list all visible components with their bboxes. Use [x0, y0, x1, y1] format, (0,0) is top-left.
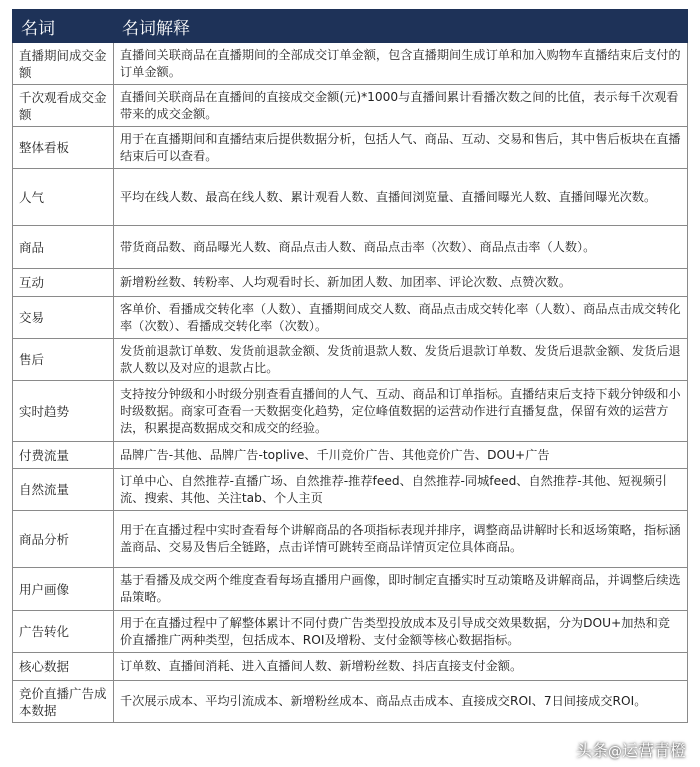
watermark-at: @ — [607, 744, 622, 760]
definition-cell: 发货前退款订单数、发货前退款金额、发货前退款人数、发货后退款订单数、发货后退款金额、发货后退款人数以及对应的退款占比。 — [114, 339, 688, 381]
table-row — [13, 381, 688, 442]
table-row — [13, 269, 688, 297]
term-cell: 售后 — [13, 339, 114, 381]
term-cell: 直播期间成交金额 — [13, 43, 114, 85]
definition-cell: 直播间关联商品在直播间的直接成交金额(元)*1000与直播间累计看播次数之间的比值，表示每千次观看带来的成交金额。 — [114, 85, 688, 127]
table-row — [13, 339, 688, 381]
definition-cell: 新增粉丝数、转粉率、人均观看时长、新加团人数、加团率、评论次数、点赞次数。 — [114, 269, 688, 297]
term-cell: 付费流量 — [13, 442, 114, 469]
term-cell: 人气 — [13, 169, 114, 226]
table-row — [13, 442, 688, 469]
term-cell: 互动 — [13, 269, 114, 297]
table-row — [13, 226, 688, 269]
table-header-row — [13, 10, 688, 43]
header-term: 名词 — [13, 10, 114, 43]
definition-cell: 支持按分钟级和小时级分别查看直播间的人气、互动、商品和订单指标。直播结束后支持下载分钟级和小时级数据。商家可查看一天数据变化趋势，定位峰值数据的运营动作进行直播复盘，保留有效的运营方法，积累提高数据成交和成交的经验。 — [114, 381, 688, 442]
definition-cell: 基于看播及成交两个维度查看每场直播用户画像，即时制定直播实时互动策略及讲解商品，并调整后续选品策略。 — [114, 568, 688, 611]
term-cell: 广告转化 — [13, 611, 114, 653]
term-cell: 实时趋势 — [13, 381, 114, 442]
term-cell: 自然流量 — [13, 469, 114, 511]
table-row — [13, 611, 688, 653]
watermark-prefix: 头条 — [575, 741, 608, 760]
watermark — [576, 738, 686, 761]
definition-cell: 订单中心、自然推荐-直播广场、自然推荐-推荐feed、自然推荐-同城feed、自然推荐-其他、短视频引流、搜索、其他、关注tab、个人主页 — [114, 469, 688, 511]
term-cell: 交易 — [13, 297, 114, 339]
definition-cell: 订单数、直播间消耗、进入直播间人数、新增粉丝数、抖店直接支付金额。 — [114, 653, 688, 681]
header-definition: 名词解释 — [114, 10, 688, 43]
definition-cell: 平均在线人数、最高在线人数、累计观看人数、直播间浏览量、直播间曝光人数、直播间曝光次数。 — [114, 169, 688, 226]
table-row — [13, 85, 688, 127]
definition-cell: 带货商品数、商品曝光人数、商品点击人数、商品点击率（次数）、商品点击率（人数）。 — [114, 226, 688, 269]
table-row — [13, 297, 688, 339]
term-cell: 用户画像 — [13, 568, 114, 611]
table-row — [13, 469, 688, 511]
table-row — [13, 681, 688, 723]
table-row — [13, 169, 688, 226]
definition-cell: 客单价、看播成交转化率（人数）、直播期间成交人数、商品点击成交转化率（人数）、商品点击成交转化率（次数）、看播成交转化率（次数）。 — [114, 297, 688, 339]
definition-cell: 直播间关联商品在直播期间的全部成交订单金额，包含直播期间生成订单和加入购物车直播结束后支付的订单金额。 — [114, 43, 688, 85]
term-cell: 千次观看成交金额 — [13, 85, 114, 127]
table-row — [13, 568, 688, 611]
glossary-table — [12, 9, 688, 723]
term-cell: 核心数据 — [13, 653, 114, 681]
definition-cell: 品牌广告-其他、品牌广告-toplive、千川竞价广告、其他竞价广告、DOU+广告 — [114, 442, 688, 469]
definition-cell: 用于在直播过程中实时查看每个讲解商品的各项指标表现并排序，调整商品讲解时长和返场策略，指标涵盖商品、交易及售后全链路，点击详情可跳转至商品详情页定位具体商品。 — [114, 511, 688, 568]
definition-cell: 千次展示成本、平均引流成本、新增粉丝成本、商品点击成本、直接成交ROI、7日间接成交ROI。 — [114, 681, 688, 723]
table-row — [13, 127, 688, 169]
term-cell: 商品 — [13, 226, 114, 269]
table-row — [13, 43, 688, 85]
term-cell: 整体看板 — [13, 127, 114, 169]
definition-cell: 用于在直播期间和直播结束后提供数据分析，包括人气、商品、互动、交易和售后，其中售后板块在直播结束后可以查看。 — [114, 127, 688, 169]
table-row — [13, 511, 688, 568]
definition-cell: 用于在直播过程中了解整体累计不同付费广告类型投放成本及引导成交效果数据，分为DOU+加热和竞价直播推广两种类型，包括成本、ROI及增粉、支付金额等核心数据指标。 — [114, 611, 688, 653]
term-cell: 商品分析 — [13, 511, 114, 568]
watermark-name: 运营青橙 — [621, 741, 686, 760]
table-row — [13, 653, 688, 681]
term-cell: 竞价直播广告成本数据 — [13, 681, 114, 723]
